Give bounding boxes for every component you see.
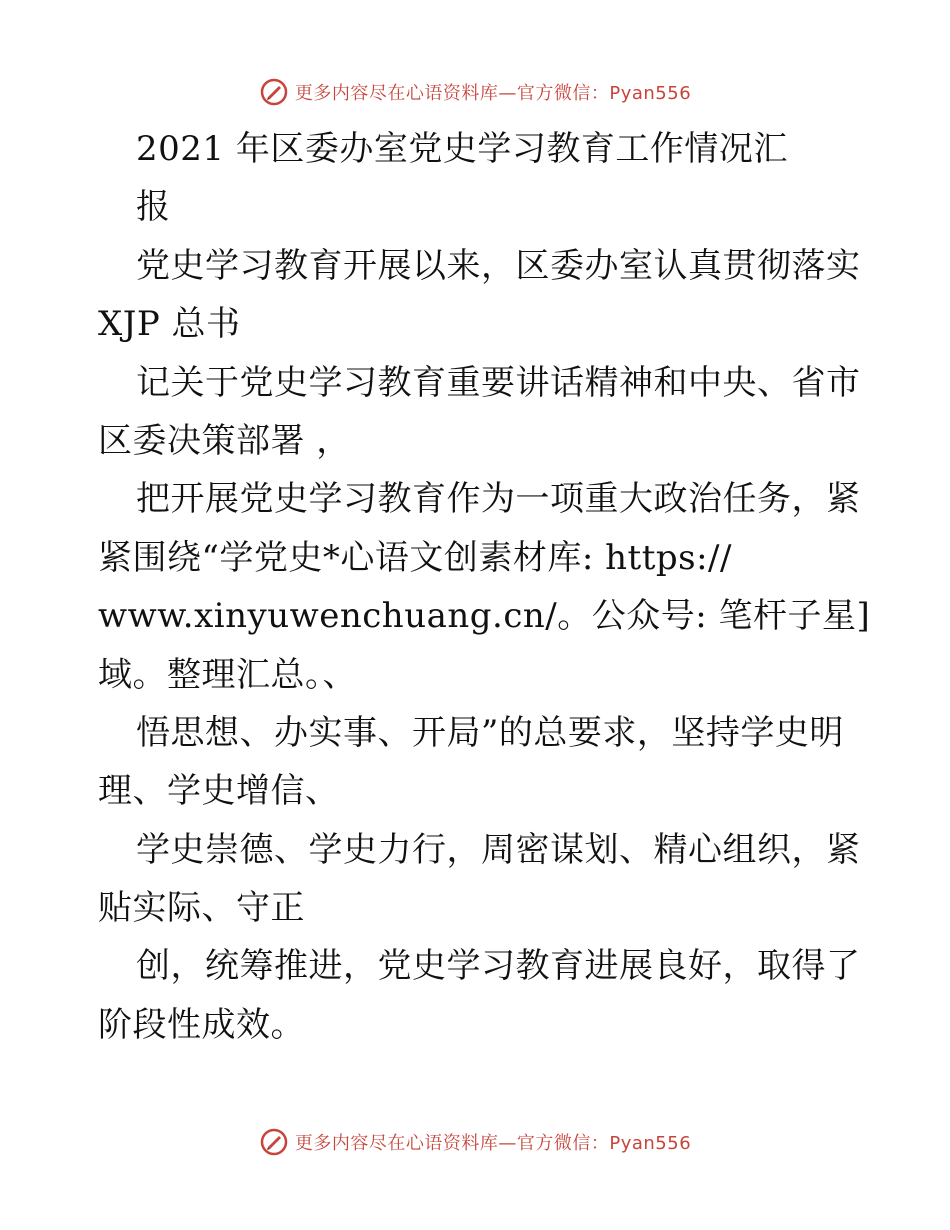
text-line: 学史崇德、学史力行，周密谋划、精心组织，紧 xyxy=(136,829,861,870)
watermark-text: 更多内容尽在心语资料库—官方微信：Pyan556 xyxy=(294,1133,692,1154)
watermark-text: 更多内容尽在心语资料库—官方微信：Pyan556 xyxy=(294,83,692,104)
text-line: 贴实际、守正 xyxy=(98,888,305,929)
text-line: 悟思想、办实事、开局”的总要求，坚持学史明 xyxy=(136,712,844,753)
document-body xyxy=(98,120,871,1054)
text-line: 域。整理汇总。、 xyxy=(98,654,357,695)
text-line: 理、学史增信、 xyxy=(98,771,340,812)
footer-watermark xyxy=(0,1122,950,1162)
header-watermark xyxy=(0,72,950,112)
text-line: 把开展党史学习教育作为一项重大政治任务，紧 xyxy=(136,479,861,520)
text-line: www.xinyuwenchuang.cn/。公众号: 笔杆子星] xyxy=(98,596,871,637)
text-line: XJP 总书 xyxy=(98,304,241,345)
text-line: 记关于党史学习教育重要讲话精神和中央、省市 xyxy=(136,362,861,403)
text-line: 区委决策部署 ， xyxy=(98,420,351,461)
text-line: 党史学习教育开展以来，区委办室认真贯彻落实 xyxy=(136,245,861,286)
text-line: 创，统筹推进，党史学习教育进展良好，取得了 xyxy=(136,946,861,987)
text-line: 报 xyxy=(136,187,171,228)
pen-logo-icon xyxy=(259,1127,289,1157)
pen-logo-icon xyxy=(259,77,289,107)
text-line: 阶段性成效。 xyxy=(98,1004,305,1045)
text-line: 紧围绕“学党史*心语文创素材库: https:// xyxy=(98,537,732,578)
text-line: 2021 年区委办室党史学习教育工作情况汇 xyxy=(136,129,788,169)
